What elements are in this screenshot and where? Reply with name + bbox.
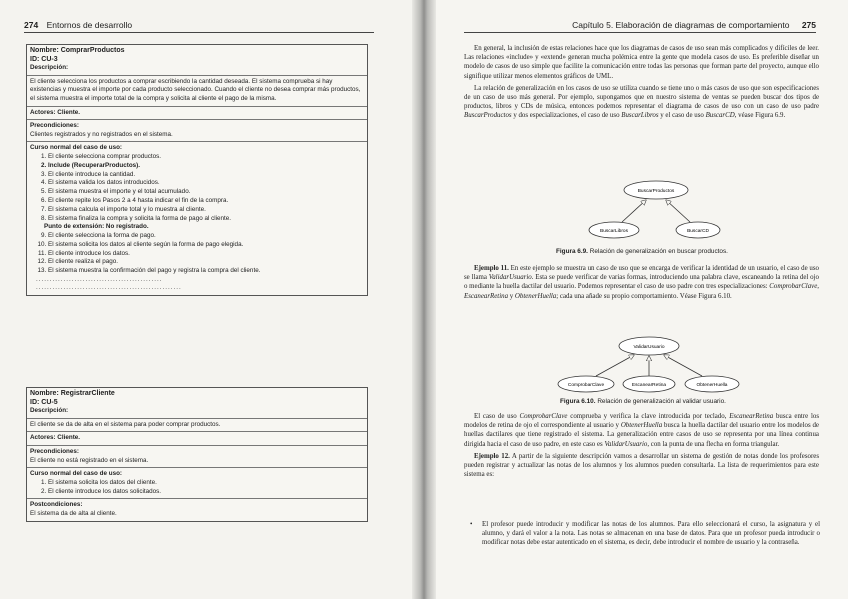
caption-text: Relación de generalización al validar usuario. bbox=[597, 398, 726, 405]
step-item: 5. El sistema muestra el importe y el total acumulado. bbox=[48, 188, 364, 197]
right-page bbox=[436, 0, 848, 599]
generalization-arrow bbox=[664, 355, 702, 376]
text-run: BuscarLibros bbox=[621, 112, 659, 120]
step-item: 11. El cliente introduce los datos. bbox=[48, 250, 364, 259]
usecase-label-obtenerhuella: ObtenerHuella bbox=[696, 383, 728, 388]
step-item: 1. El cliente selecciona comprar productos. bbox=[48, 153, 364, 162]
text-run: ; cada una añade su propio comportamiento. Véase Figura 6.10. bbox=[556, 292, 732, 300]
card2-flow bbox=[27, 468, 367, 499]
caption-text: Relación de generalización en buscar productos. bbox=[589, 248, 728, 255]
left-page-number: 274 bbox=[24, 20, 39, 30]
right-running-head bbox=[464, 20, 816, 33]
text-run: ValidarUsuario bbox=[604, 440, 648, 448]
text-run: ValidarUsuario bbox=[488, 274, 532, 282]
text-run: ComprobarClave, EscanearRetina bbox=[464, 283, 819, 300]
card2-name: Nombre: RegistrarCliente bbox=[30, 390, 115, 397]
left-running-head bbox=[24, 20, 374, 33]
bullet-text: El profesor puede introducir y modificar las notas de los alumnos. Para ello seleccionará el curso, la asignatura y el alumno, y dará el valor a la nota. Las notas se almacenan en una base de datos. Para que un profesor pueda introducir o modificar notas debe estar autenticado en el sistema, es decir, debe introducir el nombre de usuario y la contraseña. bbox=[482, 521, 820, 547]
text-run: comprueba y verifica la clave introducida por teclado, bbox=[567, 413, 730, 420]
generalization-arrow bbox=[622, 200, 646, 222]
step-item: 7. El sistema calcula el importe total y lo muestra al cliente. bbox=[48, 206, 364, 215]
step-item: 9. El cliente selecciona la forma de pago. bbox=[48, 232, 364, 241]
card2-desc-label: Descripción: bbox=[30, 407, 69, 415]
right-head-title: Capítulo 5. Elaboración de diagramas de comportamiento bbox=[572, 20, 790, 30]
text-run: En este ejemplo se muestra un caso de uso que se encarga de verificar la identidad de un usuario, el caso de uso se llama bbox=[464, 265, 819, 282]
text-run: BuscarCD bbox=[705, 112, 735, 120]
text-run: La relación de generalización en los casos de uso se utiliza cuando se tiene uno o más casos de uso que son especificaciones de un caso de uso más general. Por ejemplo, supongamos que en nuestro sistema de ventas se pueden buscar dos tipos de productos, libros y CDs de música, entonces podemos representar el diagrama de casos de uso con un caso de uso padre bbox=[464, 84, 819, 111]
figure-6-10-diagram bbox=[554, 334, 744, 398]
text-run: y el caso de uso bbox=[658, 112, 706, 120]
card1-id: ID: CU-3 bbox=[30, 55, 58, 63]
card1-flow-label: Curso normal del caso de uso: bbox=[30, 144, 123, 152]
text-run: busca entre los modelos de retina de ojo el correspondiente al usuario y bbox=[464, 413, 820, 430]
paragraph-relations: En general, la inclusión de estas relaciones hace que los diagramas de casos de uso sean más complicados y difíciles de leer. Las relaciones «include» y «extend» generan mucha polémica entre la gente que modela casos de uso. Es preferible diseñar un modelo de casos de uso simple que facilite la comunicación entre todas las personas que forman parte del proyecto, aunque ello signifique utilizar menos elementos gráficos de UML. bbox=[464, 45, 819, 80]
card2-flow-label: Curso normal del caso de uso: bbox=[30, 470, 123, 478]
text-run: , véase Figura 6.9. bbox=[734, 112, 786, 120]
caption-number: Figura 6.9. bbox=[556, 248, 588, 255]
step-item: 8. El sistema finaliza la compra y solicita la forma de pago al cliente. bbox=[48, 215, 364, 224]
card1-header bbox=[27, 45, 367, 76]
figure-6-10-caption bbox=[560, 398, 726, 405]
card1-preconditions bbox=[27, 120, 367, 142]
paragraph-example-11 bbox=[464, 264, 819, 301]
card2-id: ID: CU-5 bbox=[30, 398, 58, 406]
left-head-title: Entornos de desarrollo bbox=[46, 20, 133, 30]
card2-post-text: El sistema da de alta al cliente. bbox=[30, 509, 117, 517]
step-item: 4. El sistema valida los datos introducidos. bbox=[48, 179, 364, 188]
text-run: ObtenerHuella bbox=[514, 292, 557, 300]
usecase-label-buscarcd: BuscarCD bbox=[687, 229, 709, 234]
body-text-example-11 bbox=[464, 264, 819, 304]
text-run: busca la huella dactilar del usuario entre los modelos de huellas dactilares que tiene registrado el sistema. La generalización entre casos de uso se representa por una línea continua dirigida hacia el caso de uso padre, en este caso es bbox=[464, 422, 819, 448]
card2-description bbox=[27, 419, 367, 433]
text-run: EscanearRetina bbox=[729, 413, 774, 420]
card2-desc-text: El cliente se da de alta en el sistema para poder comprar productos. bbox=[30, 420, 221, 428]
text-run: ObtenerHuella bbox=[620, 422, 663, 430]
card1-dots: .............................................. bbox=[36, 275, 163, 283]
card1-flow bbox=[27, 142, 367, 295]
generalization-arrow bbox=[596, 355, 634, 376]
card1-extension-point: Punto de extensión: No registrado. bbox=[44, 223, 149, 231]
step-item: 6. El cliente repite los Pasos 2 a 4 hasta indicar el fin de la compra. bbox=[48, 197, 364, 206]
step-item: 10. El sistema solicita los datos al cliente según la forma de pago elegida. bbox=[48, 241, 364, 250]
card2-post-label: Postcondiciones: bbox=[30, 501, 83, 509]
text-run: . Esta se puede verificar de varias formas, introduciendo una palabra clave, escaneando la retina del ojo o mediante la huella dactilar del usuario. Podemos representar el caso de uso padre con tres especializaciones: bbox=[464, 274, 819, 291]
text-run: y bbox=[508, 292, 515, 300]
step-item: 1. El sistema solicita los datos del cliente. bbox=[48, 479, 364, 488]
text-run: , con la punta de una flecha en forma triangular. bbox=[647, 440, 780, 448]
step-item: 12. El cliente realiza el pago. bbox=[48, 258, 364, 267]
example-label: Ejemplo 12. bbox=[474, 452, 510, 460]
text-run: El caso de uso bbox=[474, 413, 520, 420]
paragraph-explanation bbox=[464, 412, 819, 449]
left-page bbox=[0, 0, 412, 599]
paragraph-example-12 bbox=[464, 452, 819, 480]
use-case-card-comprar bbox=[26, 44, 368, 296]
text-run: BuscarProductos bbox=[464, 112, 512, 120]
bullet-dot: • bbox=[470, 521, 473, 528]
card2-header bbox=[27, 388, 367, 419]
card1-steps bbox=[30, 153, 364, 223]
card1-actors-text: Actores: Cliente. bbox=[30, 108, 81, 116]
text-run: ComprobarClave bbox=[519, 413, 568, 420]
usecase-label-buscarlibros: BuscarLibros bbox=[600, 229, 628, 234]
use-case-card-registrar bbox=[26, 387, 368, 522]
text-run: A partir de la siguiente descripción vamos a desarrollar un sistema de gestión de notas donde los profesores pueden registrar y actualizar las notas de los alumnos y los alumnos pueden consultarla. La lista de requerimientos para este sistema es: bbox=[464, 452, 819, 479]
card1-steps-2 bbox=[30, 232, 364, 276]
caption-number: Figura 6.10. bbox=[560, 398, 596, 405]
usecase-label-validarusuario: ValidarUsuario bbox=[633, 345, 665, 350]
body-text-top bbox=[464, 44, 819, 124]
card2-postconditions bbox=[27, 499, 367, 520]
paragraph-generalization bbox=[464, 84, 819, 121]
usecase-label-comprobarclave: ComprobarClave bbox=[567, 383, 605, 388]
card1-desc-label: Descripción: bbox=[30, 64, 69, 72]
card2-actors-text: Actores: Cliente. bbox=[30, 434, 81, 442]
step-item: 3. El cliente introduce la cantidad. bbox=[48, 171, 364, 180]
right-page-number: 275 bbox=[801, 20, 816, 30]
text-run: y dos especializaciones, el caso de uso bbox=[511, 112, 622, 120]
figure-6-9-diagram bbox=[586, 178, 726, 246]
card2-actors bbox=[27, 432, 367, 446]
book-gutter bbox=[412, 0, 436, 599]
card2-preconditions bbox=[27, 446, 367, 468]
figure-6-9-caption bbox=[556, 248, 728, 255]
card2-pre-label: Precondiciones: bbox=[30, 447, 79, 455]
card2-pre-text: El cliente no está registrado en el sistema. bbox=[30, 456, 149, 464]
card1-desc-text: El cliente selecciona los productos a comprar escribiendo la cantidad deseada. El sistema comprueba si hay existencias y muestra el importe por cada producto seleccionado. Cuando el cliente no desea comprar más productos, el sistema muestra el importe total de la compra y solicita al cliente el pago de la misma. bbox=[30, 77, 361, 102]
usecase-label-escanearretina: EscanearRetina bbox=[631, 383, 667, 388]
generalization-arrow bbox=[666, 200, 690, 222]
card1-description bbox=[27, 76, 367, 107]
card1-pre-label: Precondiciones: bbox=[30, 122, 79, 130]
card1-pre-text: Clientes registrados y no registrados en el sistema. bbox=[30, 130, 173, 138]
card1-dots-2: ..................................................... bbox=[36, 284, 182, 292]
step-item: 13. El sistema muestra la confirmación del pago y registra la compra del cliente. bbox=[48, 267, 364, 276]
example-label: Ejemplo 11. bbox=[474, 265, 509, 272]
card1-actors bbox=[27, 107, 367, 121]
card1-name: Nombre: ComprarProductos bbox=[30, 47, 125, 54]
card2-steps bbox=[30, 479, 364, 497]
body-text-bottom bbox=[464, 412, 819, 482]
usecase-label-buscarproductos: BuscarProductos bbox=[637, 189, 675, 194]
step-item: 2. Include (RecuperarProductos). bbox=[48, 162, 364, 171]
step-item: 2. El cliente introduce los datos solicitados. bbox=[48, 488, 364, 497]
requirement-bullet bbox=[470, 520, 820, 548]
